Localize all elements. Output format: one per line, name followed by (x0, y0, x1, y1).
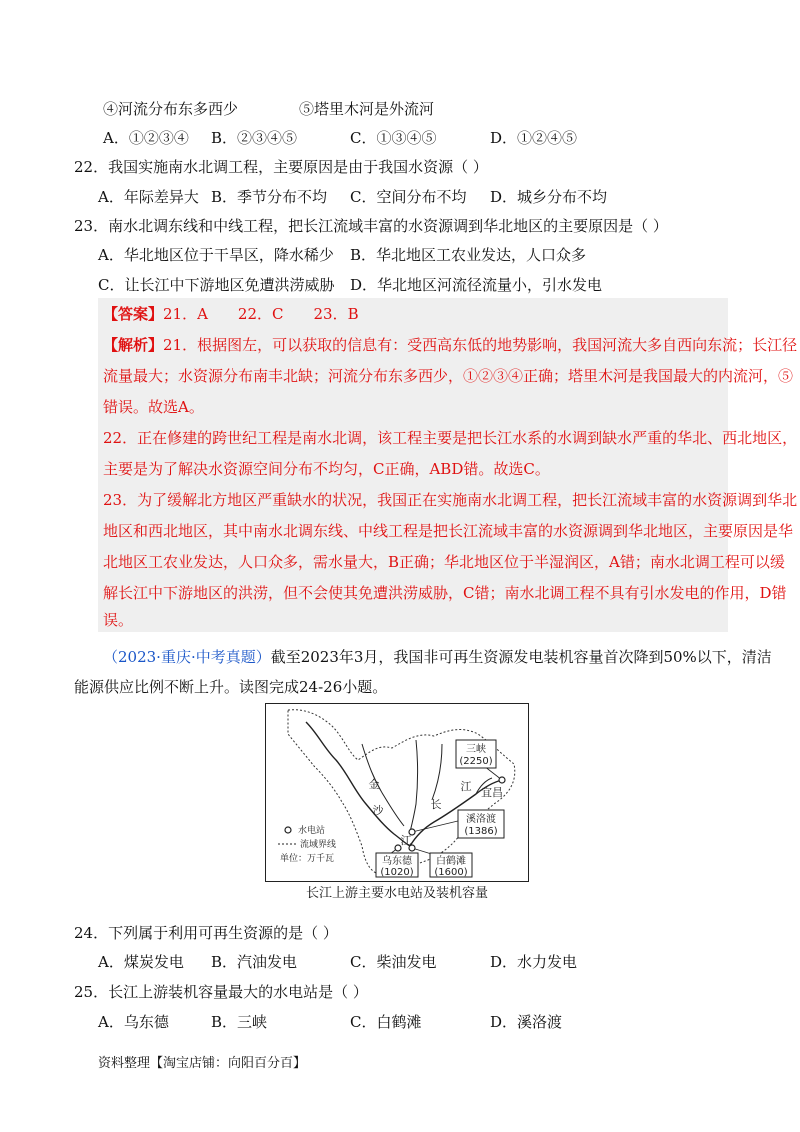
station-name: 溪洛渡 (466, 814, 496, 825)
q25-stem: 25．长江上游装机容量最大的水电站是（ ） (74, 983, 368, 1001)
q25-option-d: D．溪洛渡 (490, 1013, 563, 1031)
q25-option-a: A．乌东德 (98, 1013, 169, 1031)
q21-option-d: D．①②④⑤ (490, 129, 578, 147)
river-label: 江 (400, 834, 412, 847)
legend-station-label: 水电站 (298, 826, 326, 836)
map-drawing (266, 704, 528, 881)
intro-line-1 (103, 646, 772, 668)
analysis-line: 22．正在修建的跨世纪工程是南水北调，该工程主要是把长江水系的水调到缺水严重的华北、西北地区， (103, 429, 798, 447)
answer-text: 21．A 22．C 23．B (163, 305, 359, 323)
q23-stem: 23．南水北调东线和中线工程，把长江流域丰富的水资源调到华北地区的主要原因是（ ） (74, 217, 668, 235)
legend-boundary-label: 流域界线 (300, 840, 337, 850)
analysis-line: 地区和西北地区，其中南水北调东线、中线工程是把长江流域丰富的水资源调到华北地区，主要原因是华 (103, 522, 794, 540)
river-label: 长 (430, 798, 442, 811)
pointer-line (412, 820, 462, 832)
q25-option-b: B．三峡 (211, 1013, 268, 1031)
q24-option-b: B．汽油发电 (211, 953, 298, 971)
q24-option-a: A．煤炭发电 (98, 953, 184, 971)
station-capacity: (2250) (459, 756, 493, 767)
q24-stem: 24．下列属于利用可再生资源的是（ ） (74, 924, 338, 942)
q23-option-a: A．华北地区位于干旱区，降水稀少 (98, 246, 334, 264)
footer-note: 资料整理【淘宝店铺：向阳百分百】 (98, 1056, 307, 1071)
legend-station-icon (285, 827, 291, 833)
tributary-river (410, 740, 418, 832)
intro-line-2: 能源供应比例不断上升。读图完成24-26小题。 (74, 678, 388, 696)
q24-option-c: C．柴油发电 (350, 953, 437, 971)
source-tag: （2023·重庆·中考真题） (103, 648, 271, 666)
map-caption: 长江上游主要水电站及装机容量 (305, 886, 488, 901)
q21-statement-5: ⑤塔里木河是外流河 (299, 100, 435, 118)
analysis-line: 主要是为了解决水资源空间分布不均匀，C正确，ABD错。故选C。 (103, 460, 550, 478)
station-capacity: (1386) (464, 826, 498, 837)
station-capacity: (1600) (434, 867, 468, 878)
yangtze-map (265, 703, 529, 882)
river-label: 沙 (372, 804, 384, 817)
analysis-tag: 【解析】 (103, 336, 164, 354)
q25-option-c: C．白鹤滩 (350, 1013, 422, 1031)
station-marker-icon (499, 777, 505, 783)
station-capacity: (1020) (380, 867, 414, 878)
q21-option-b: B．②③④⑤ (211, 129, 298, 147)
station-name: 白鹤滩 (436, 856, 466, 867)
q22-stem: 22．我国实施南水北调工程，主要原因是由于我国水资源（ ） (74, 158, 488, 176)
analysis-text: 21．根据图左，可以获取的信息有：受西高东低的地势影响，我国河流大多自西向东流；长江径 (163, 336, 798, 354)
q21-option-c: C．①③④⑤ (350, 129, 437, 147)
analysis-line (103, 334, 797, 356)
q21-statement-4: ④河流分布东多西少 (103, 100, 239, 118)
analysis-line: 错误。故选A。 (103, 398, 204, 416)
analysis-line: 23．为了缓解北方地区严重缺水的状况，我国正在实施南水北调工程，把长江流域丰富的水资源调到华北 (103, 491, 798, 509)
q22-option-a: A．年际差异大 (98, 188, 199, 206)
river-label: 江 (460, 780, 472, 793)
station-name: 三峡 (466, 744, 486, 755)
river-label: 金 (368, 778, 380, 791)
city-label: 宜昌 (481, 786, 503, 799)
tributary-river (432, 744, 442, 800)
q22-option-d: D．城乡分布不均 (490, 188, 608, 206)
q23-option-b: B．华北地区工农业发达，人口众多 (350, 246, 587, 264)
analysis-line: 流量最大；水资源分布南丰北缺；河流分布东多西少，①②③④正确；塔里木河是我国最大的内流河，⑤ (103, 367, 794, 385)
q23-option-c: C．让长江中下游地区免遭洪涝威胁 (98, 276, 335, 294)
q22-option-c: C．空间分布不均 (350, 188, 467, 206)
q24-option-d: D．水力发电 (490, 953, 578, 971)
analysis-line: 解长江中下游地区的洪涝，但不会使其免遭洪涝威胁，C错；南水北调工程不具有引水发电的作用，D错 (103, 584, 787, 602)
answer-line (103, 303, 359, 325)
station-name: 乌东德 (382, 856, 412, 867)
q21-option-a: A．①②③④ (103, 129, 189, 147)
analysis-line: 北地区工农业发达，人口众多，需水量大，B正确；华北地区位于半湿润区，A错；南水北调工程可以缓 (103, 553, 785, 571)
answer-tag: 【答案】 (103, 305, 164, 323)
analysis-line: 误。 (103, 611, 134, 629)
legend-unit-label: 单位：万千瓦 (280, 854, 335, 864)
q22-option-b: B．季节分布不均 (211, 188, 328, 206)
q23-option-d: D．华北地区河流径流量小，引水发电 (350, 276, 603, 294)
intro-text-1: 截至2023年3月，我国非可再生资源发电装机容量首次降到50%以下，清洁 (270, 648, 772, 666)
